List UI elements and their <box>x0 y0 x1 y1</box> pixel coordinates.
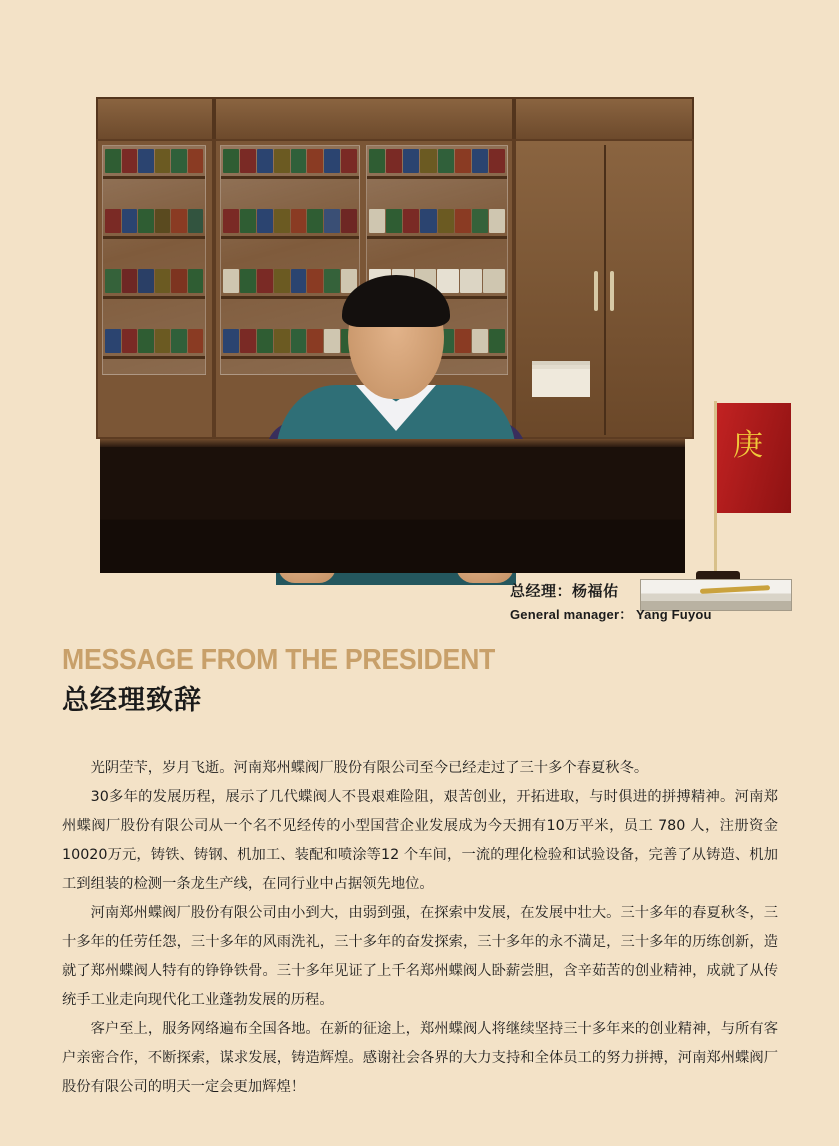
photo-scene <box>100 101 763 573</box>
president-message-body <box>62 754 778 1102</box>
book-row <box>105 209 203 233</box>
paragraph: 30多年的发展历程，展示了几代蝶阀人不畏艰难险阻，艰苦创业，开拓进取，与时俱进的拼搏精神。河南郑州蝶阀厂股份有限公司从一个名不见经传的小型国营企业发展成为今天拥有10万平米，员工 780 人，注册资金10020万元，铸铁、铸钢、机加工、装配和喷涂等12 个车间，一流的理化检验和试验设备，完善了从铸造、机加工到组装的检测一条龙生产线，在同行业中占据领先地位。 <box>62 789 778 892</box>
book-row <box>105 269 203 293</box>
caption-chinese: 总经理：杨福佑 <box>510 583 619 600</box>
cabinet-door-seam <box>604 145 606 435</box>
cabinet-top-right <box>514 97 694 141</box>
section-heading-english: MESSAGE FROM THE PRESIDENT <box>62 644 496 676</box>
desk-edge <box>100 439 685 447</box>
paragraph: 客户至上，服务网络遍布全国各地。在新的征途上，郑州蝶阀人将继续坚持三十多年来的创业精神，与所有客户亲密合作，不断探索，谋求发展，铸造辉煌。感谢社会各界的大力支持和全体员工的努力拼搏，河南郑州蝶阀厂股份有限公司的明天一定会更加辉煌！ <box>62 1021 778 1095</box>
book-row <box>369 209 505 233</box>
party-flag <box>717 403 791 513</box>
cabinet-top-left <box>96 97 214 141</box>
book-row <box>105 329 203 353</box>
photo-caption <box>510 580 810 623</box>
cabinet-handle-right <box>610 271 614 311</box>
book-row <box>105 149 203 173</box>
bookcase-left-glass <box>102 145 206 375</box>
flag-emblem-icon: 庚 <box>733 429 763 462</box>
caption-english: General manager： Yang Fuyou <box>510 607 712 622</box>
desk <box>100 439 685 573</box>
cabinet-handle-left <box>594 271 598 311</box>
book-row <box>223 149 357 173</box>
book-row <box>369 149 505 173</box>
general-manager-photo <box>100 101 763 573</box>
cabinet-top-mid <box>214 97 514 141</box>
paragraph: 河南郑州蝶阀厂股份有限公司由小到大，由弱到强，在探索中发展，在发展中壮大。三十多年的春夏秋冬，三十多年的任劳任怨，三十多年的风雨洗礼，三十多年的奋发探索，三十多年的永不満足，三十多年的历练创新，造就了郑州蝶阀人特有的铮铮铁骨。三十多年见证了上千名郑州蝶阀人卧薪尝胆，含辛茹苦的创业精神，成就了从传统手工业走向现代化工业蓬勃发展的历程。 <box>62 905 778 1008</box>
book-row <box>223 209 357 233</box>
hair <box>342 275 450 327</box>
section-heading-chinese: 总经理致辞 <box>62 685 202 716</box>
paper-stack <box>532 369 590 397</box>
paragraph: 光阴茔苄，岁月飞逝。河南郑州蝶阀厂股份有限公司至今已经走过了三十多个春夏秋冬。 <box>90 760 649 776</box>
